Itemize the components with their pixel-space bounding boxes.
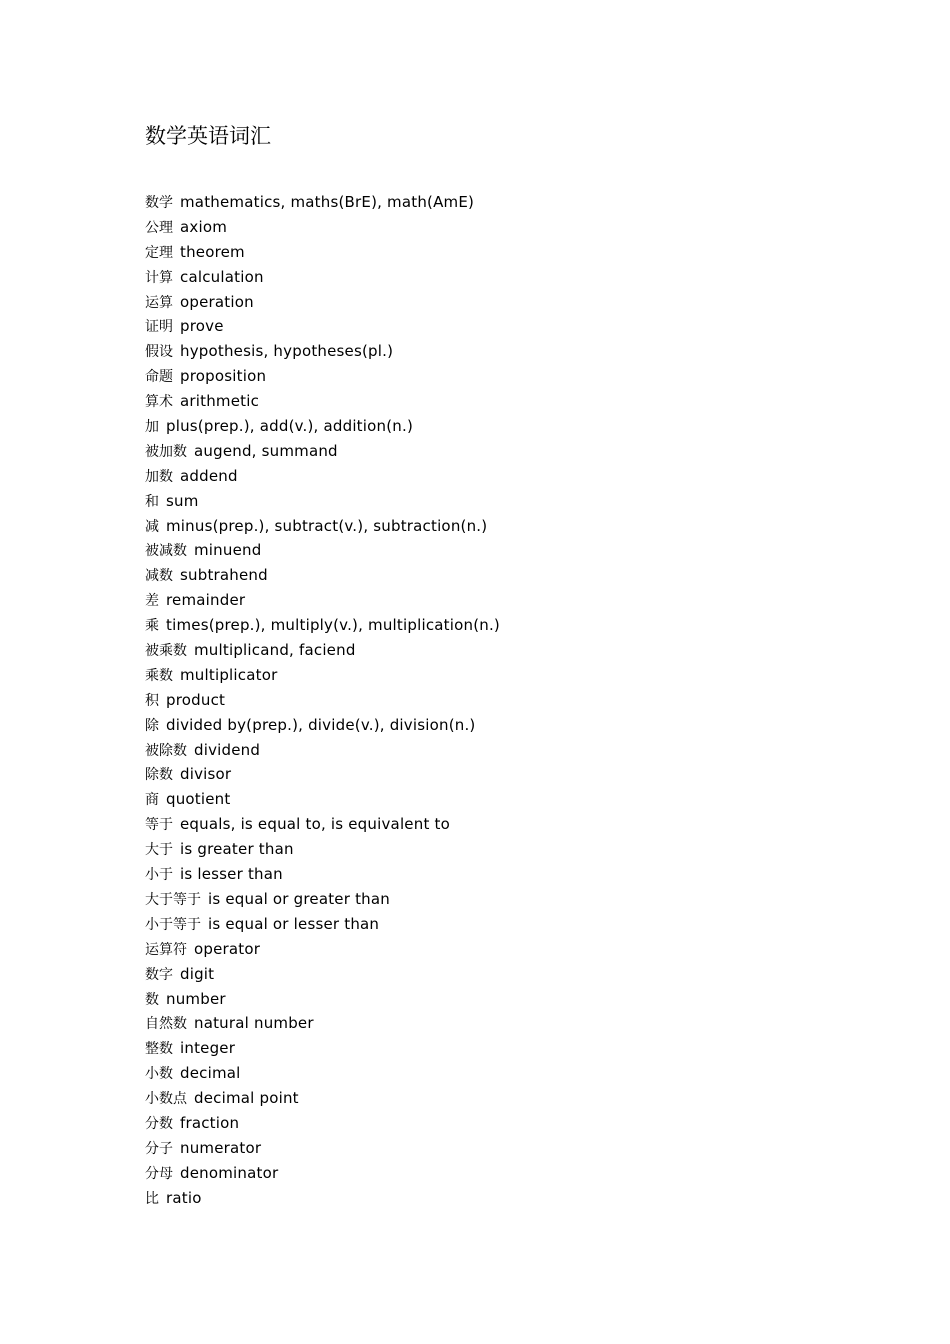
glossary-entry (145, 1061, 500, 1086)
english-translation: theorem (180, 242, 245, 261)
english-translation: equals, is equal to, is equivalent to (180, 815, 450, 834)
glossary-entry (145, 738, 500, 763)
chinese-term: 数学 (145, 195, 173, 211)
english-translation: digit (180, 964, 215, 983)
glossary-entry (145, 364, 500, 389)
chinese-term: 差 (145, 593, 159, 610)
glossary-entry (145, 937, 500, 962)
chinese-term: 证明 (145, 319, 173, 336)
glossary-entry (145, 837, 500, 862)
english-translation: fraction (180, 1113, 240, 1132)
chinese-term: 命题 (145, 369, 173, 386)
glossary-entry (145, 787, 500, 812)
chinese-term: 商 (145, 792, 159, 809)
glossary-entry (145, 638, 500, 663)
glossary-entry (145, 862, 500, 887)
english-translation: is lesser than (180, 865, 283, 884)
glossary-entry (145, 688, 500, 713)
english-translation: multiplicator (180, 665, 278, 684)
glossary-entry (145, 912, 500, 937)
chinese-term: 自然数 (145, 1016, 187, 1033)
english-translation: dividend (194, 740, 261, 759)
glossary-entry (145, 290, 500, 315)
glossary-entry (145, 339, 500, 364)
chinese-term: 分母 (145, 1165, 173, 1182)
page-title: 数学英语词汇 (145, 124, 271, 148)
chinese-term: 大于等于 (145, 891, 201, 908)
glossary-entry (145, 389, 500, 414)
english-translation: decimal (180, 1064, 241, 1083)
chinese-term: 被乘数 (145, 643, 187, 660)
english-translation: product (166, 690, 226, 709)
glossary-entry (145, 240, 500, 265)
chinese-term: 被加数 (145, 443, 187, 460)
english-translation: augend, summand (194, 441, 338, 460)
glossary-entry (145, 713, 500, 738)
chinese-term: 数 (145, 991, 159, 1008)
chinese-term: 分数 (145, 1115, 173, 1132)
english-translation: prove (180, 317, 224, 336)
english-translation: remainder (166, 591, 246, 610)
glossary-entry (145, 1136, 500, 1161)
english-translation: multiplicand, faciend (194, 641, 356, 660)
glossary-entry (145, 1036, 500, 1061)
chinese-term: 小于 (145, 867, 173, 884)
chinese-term: 积 (145, 692, 159, 709)
chinese-term: 减数 (145, 568, 173, 585)
glossary-entry (145, 538, 500, 563)
english-translation: plus(prep.), add(v.), addition(n.) (166, 417, 413, 436)
chinese-term: 大于 (145, 842, 173, 859)
glossary-entry (145, 613, 500, 638)
glossary-entry (145, 663, 500, 688)
chinese-term: 小数 (145, 1066, 173, 1083)
chinese-term: 乘 (145, 618, 159, 635)
english-translation: quotient (166, 790, 231, 809)
chinese-term: 减 (145, 518, 159, 535)
english-translation: denominator (180, 1163, 279, 1182)
chinese-term: 公理 (145, 219, 173, 236)
english-translation: subtrahend (180, 566, 268, 585)
chinese-term: 假设 (145, 344, 173, 361)
english-translation: proposition (180, 367, 267, 386)
english-translation: calculation (180, 267, 264, 286)
chinese-term: 等于 (145, 817, 173, 834)
english-translation: minuend (194, 541, 262, 560)
english-translation: operator (194, 939, 261, 958)
chinese-term: 被除数 (145, 742, 187, 759)
chinese-term: 小于等于 (145, 916, 201, 933)
glossary-entry (145, 762, 500, 787)
english-translation: times(prep.), multiply(v.), multiplication(n.) (166, 616, 500, 635)
english-translation: ratio (166, 1188, 202, 1207)
chinese-term: 除数 (145, 767, 173, 784)
chinese-term: 运算符 (145, 941, 187, 958)
chinese-term: 定理 (145, 244, 173, 261)
english-translation: numerator (180, 1138, 262, 1157)
english-translation: axiom (180, 217, 228, 236)
chinese-term: 比 (145, 1190, 159, 1207)
glossary-entry (145, 987, 500, 1012)
glossary-entry (145, 489, 500, 514)
glossary-list (145, 190, 500, 1211)
glossary-entry (145, 265, 500, 290)
glossary-entry (145, 1186, 500, 1211)
chinese-term: 小数点 (145, 1091, 187, 1108)
english-translation: minus(prep.), subtract(v.), subtraction(n.) (166, 516, 488, 535)
chinese-term: 计算 (145, 269, 173, 286)
english-translation: number (166, 989, 226, 1008)
glossary-entry (145, 887, 500, 912)
glossary-entry (145, 439, 500, 464)
glossary-entry (145, 1161, 500, 1186)
glossary-entry (145, 314, 500, 339)
glossary-entry (145, 812, 500, 837)
english-translation: natural number (194, 1014, 314, 1033)
glossary-entry (145, 1111, 500, 1136)
chinese-term: 整数 (145, 1041, 173, 1058)
english-translation: divided by(prep.), divide(v.), division(n.) (166, 715, 476, 734)
english-translation: integer (180, 1039, 236, 1058)
glossary-entry (145, 1086, 500, 1111)
english-translation: divisor (180, 765, 232, 784)
chinese-term: 和 (145, 493, 159, 510)
chinese-term: 算术 (145, 394, 173, 411)
glossary-entry (145, 414, 500, 439)
english-translation: sum (166, 491, 199, 510)
english-translation: is equal or greater than (208, 889, 390, 908)
english-translation: arithmetic (180, 392, 260, 411)
chinese-term: 数字 (145, 966, 173, 983)
english-translation: operation (180, 292, 254, 311)
glossary-entry (145, 190, 500, 215)
chinese-term: 除 (145, 717, 159, 734)
english-translation: mathematics, maths(BrE), math(AmE) (180, 193, 475, 211)
english-translation: addend (180, 466, 238, 485)
glossary-entry (145, 1011, 500, 1036)
glossary-entry (145, 514, 500, 539)
glossary-entry (145, 215, 500, 240)
glossary-entry (145, 464, 500, 489)
glossary-entry (145, 588, 500, 613)
glossary-entry (145, 563, 500, 588)
chinese-term: 被减数 (145, 543, 187, 560)
chinese-term: 运算 (145, 294, 173, 311)
glossary-entry (145, 962, 500, 987)
chinese-term: 分子 (145, 1140, 173, 1157)
chinese-term: 乘数 (145, 667, 173, 684)
english-translation: hypothesis, hypotheses(pl.) (180, 342, 394, 361)
chinese-term: 加数 (145, 468, 173, 485)
chinese-term: 加 (145, 419, 159, 436)
english-translation: is greater than (180, 840, 294, 859)
english-translation: decimal point (194, 1089, 299, 1108)
english-translation: is equal or lesser than (208, 914, 380, 933)
